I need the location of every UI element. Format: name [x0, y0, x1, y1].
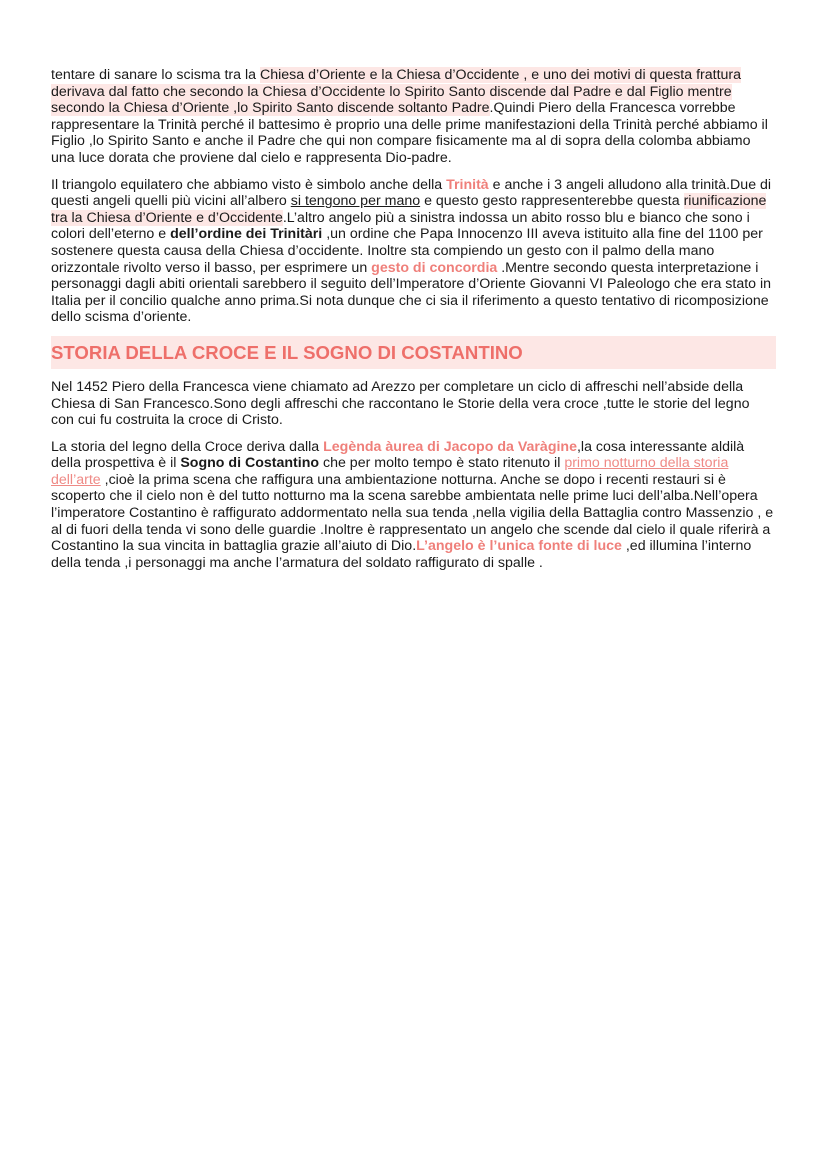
- text-run: ,ed illumina l’interno della tenda ,i personaggi ma anche l’armatura del soldato raffigurato di spalle .: [51, 538, 752, 571]
- text-run: che per molto tempo è stato ritenuto il: [319, 455, 565, 472]
- paragraph-trinity: [51, 177, 776, 326]
- paragraph-costantino: [51, 439, 776, 572]
- text-run: ,un ordine che Papa Innocenzo III aveva istituito alla fine del 1100 per sostenere questa causa della Chiesa d’occidente. Inoltre sta compiendo un gesto con il palmo della mano orizzontale rivolto verso il basso, per esprimere un: [51, 226, 763, 276]
- highlighted-text: Chiesa d’Oriente e la Chiesa d’Occidente , e uno dei motivi di questa frattura derivava dal fatto che secondo la Chiesa d’Occidente lo Spirito Santo discende dal Padre e dal Figlio mentre secondo la Chiesa d’Oriente ,lo Spirito Santo discende soltanto Padre: [51, 67, 742, 117]
- keyword-angelo-luce: L’angelo è l’unica fonte di luce: [416, 538, 622, 555]
- text-run: e anche i 3 angeli alludono alla trinità.Due di questi angeli quelli più vicini all’albero: [51, 176, 772, 210]
- text-run: .L’altro angelo più a sinistra indossa un abito rosso blu e bianco che sono i colori dell’eterno e: [51, 209, 750, 243]
- text-run: ,la cosa interessante aldilà della prospettiva è il: [51, 438, 745, 472]
- keyword-legenda-aurea: Legènda àurea di Jacopo da Varàgine: [323, 438, 577, 455]
- underlined-keyword: primo notturno della storia dell’arte: [51, 455, 729, 488]
- bold-text: Sogno di Costantino: [180, 455, 320, 472]
- text-run: tentare di sanare lo scisma tra la: [51, 67, 260, 83]
- text-run: .Mentre secondo questa interpretazione i personaggi dagli abiti orientali sarebbero il seguito dell’Imperatore d’Oriente Giovanni VI Paleologo che era stato in Italia per il concilio qualche anno prima.Si nota dunque che ci sia il riferimento a questo tentativo di ricomposizione dello scisma d’oriente.: [51, 259, 772, 326]
- paragraph-schism: [51, 67, 776, 167]
- text-run: La storia del legno della Croce deriva dalla: [51, 438, 324, 455]
- text-run: e questo gesto rappresenterebbe questa: [420, 193, 684, 210]
- bold-text: dell’ordine dei Trinitàri: [170, 226, 323, 243]
- text-run: Il triangolo equilatero che abbiamo visto è simbolo anche della: [51, 176, 447, 193]
- text-run: .Quindi Piero della Francesca vorrebbe rappresentare la Trinità perché il battesimo è proprio una delle prime manifestazioni della Trinità perché abbiamo il Figlio ,lo Spirito Santo e anche il Padre che qui non compare fisicamente ma al di sopra della colomba abbiamo una luce dorata che proviene dal cielo e rappresenta Dio-padre.: [51, 100, 768, 166]
- highlighted-text: riunificazione tra la Chiesa d’Oriente e d’Occidente: [51, 193, 767, 226]
- underlined-text: si tengono per mano: [290, 193, 421, 210]
- keyword-gesto-di-concordia: gesto di concordia: [371, 259, 498, 276]
- text-run: ,cioè la prima scena che raffigura una ambientazione notturna. Anche se dopo i recenti restauri si è scoperto che il cielo non è del tutto notturno ma la scena sarebbe ambientata nelle prime luci dell’alba.Nell’opera l’imperatore Costantino è raffigurato addormentato nella sua tenda ,nella vigilia della Battaglia contro Massenzio , e al di fuori della tenda vi sono delle guardie .Inoltre è rappresentato un angelo che scende dal cielo il quale riferirà a Costantino la sua vincita in battaglia grazie all’aiuto di Dio.: [51, 471, 774, 555]
- keyword-trinita: Trinità: [446, 176, 489, 193]
- section-heading: STORIA DELLA CROCE E IL SOGNO DI COSTANTINO: [51, 336, 776, 369]
- paragraph-arezzo: Nel 1452 Piero della Francesca viene chiamato ad Arezzo per completare un ciclo di affreschi nell’abside della Chiesa di San Francesco.Sono degli affreschi che raccontano le Storie della vera croce ,tutte le storie del legno con cui fu costruita la croce di Cristo.: [51, 378, 750, 429]
